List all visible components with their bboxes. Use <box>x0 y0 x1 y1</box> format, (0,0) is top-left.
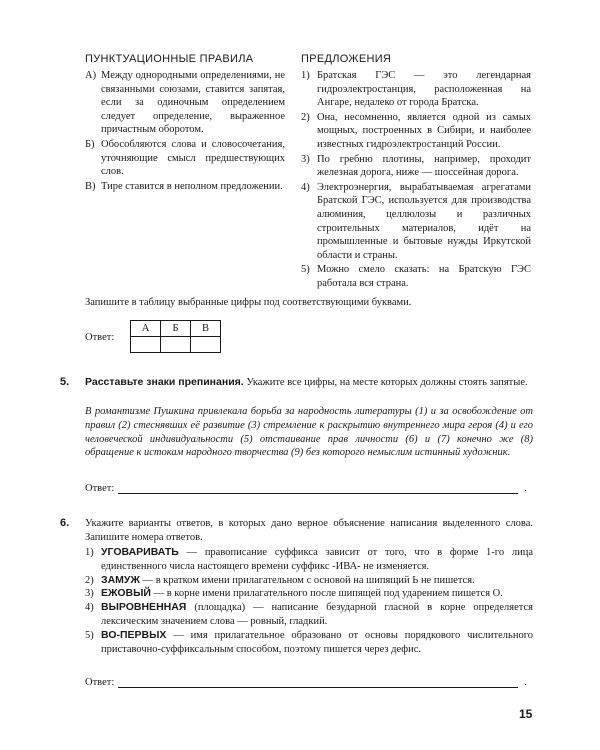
rule-item <box>85 69 285 137</box>
option-body <box>101 587 503 601</box>
answer-table-header: А <box>131 321 161 337</box>
option-text: — в кратком имени прилагательном с основой на шипящий Ь не пишется. <box>139 574 475 586</box>
rule-label: А) <box>85 70 97 81</box>
task5-number: 5. <box>60 376 70 388</box>
answer-table-label: Ответ: <box>85 332 115 343</box>
sentence-item <box>301 181 531 263</box>
sentence-item <box>301 153 531 180</box>
option-number: 2) <box>85 574 94 586</box>
option-number: 1) <box>85 547 94 558</box>
task6-number: 6. <box>60 517 70 529</box>
option-text: — имя прилагательное образовано от основы порядкового числительного приставочно-суффиксальным способом, поэтому пишется через дефис. <box>101 629 533 655</box>
sentence-text: Она, несомненно, является одной из самых мощных, построенных в Сибири, и наиболее известных гидроэлектростанций России. <box>317 111 531 150</box>
table-instruction: Запишите в таблицу выбранные цифры под соответствующими буквами. <box>85 297 412 308</box>
sentence-text: Можно смело сказать: на Братскую ГЭС работала вся страна. <box>317 264 531 289</box>
task5-answer-label: Ответ: <box>85 483 115 494</box>
task5-answer-field[interactable] <box>118 482 518 494</box>
sentence-label: 3) <box>301 153 310 165</box>
rule-label: Б) <box>85 138 95 150</box>
punctuation-rules-list <box>85 69 285 194</box>
task5-prompt-bold: Расставьте знаки препинания. <box>85 376 244 388</box>
task6-option <box>85 601 533 629</box>
task6-option <box>85 574 533 588</box>
answer-table <box>130 320 221 353</box>
task5-prompt <box>85 376 533 390</box>
task6-option <box>85 629 533 657</box>
task6-prompt: Укажите варианты ответов, в которых дано верное объяснение написания выделенного слова. Запишите номера ответов. <box>85 518 533 543</box>
answer-cell-v[interactable] <box>191 337 221 353</box>
sentences-list <box>301 69 531 292</box>
sentence-item <box>301 263 531 290</box>
sentence-text: Электроэнергия, вырабатываемая агрегатами Братской ГЭС, используется для производства алюминия, целлюлозы и различных строительных материалов, идёт на промышленные и бытовые нужды Иркутской области и страны. <box>317 181 531 261</box>
answer-table-header: В <box>191 321 221 337</box>
sentence-label: 4) <box>301 181 310 193</box>
sentence-item <box>301 111 531 152</box>
task5-sentence: В романтизме Пушкина привлекала борьба за народность литературы (1) и за освобождение от правил (2) стеснявших её развитие (3) стремление к раскрытию внутреннего мира героя (4) и его человеческой индивидуальности (5) отстаивание прав личности (6) и (7) конечно же (8) обращение к истокам народного творчества (9) без которого немыслим истинный художник. <box>85 406 533 459</box>
sentence-text: По гребню плотины, например, проходит железная дорога, ниже — шоссейная дорога. <box>317 153 531 179</box>
left-column-title: ПУНКТУАЦИОННЫЕ ПРАВИЛА <box>85 53 254 65</box>
option-word: ВО-ПЕРВЫХ <box>101 628 167 641</box>
sentence-text: Братская ГЭС — это легендарная гидроэлектростанция, расположенная на Ангаре, недалеко от города Братска. <box>317 70 531 109</box>
task5-answer-end: . <box>524 483 527 494</box>
task6-answer-end: . <box>524 677 527 688</box>
task6-answer-line <box>85 676 527 688</box>
sentence-label: 1) <box>301 70 310 81</box>
rule-text: Между однородными определениями, не связанными союзами, ставится запятая, если за одиночным определением следует определение, выраженное причастным оборотом. <box>101 70 285 136</box>
option-body <box>101 574 475 588</box>
rule-text: Тире ставится в неполном предложении. <box>101 180 283 192</box>
task6-option <box>85 546 533 574</box>
sentence-label: 2) <box>301 111 310 123</box>
option-word: ВЫРОВНЕННАЯ <box>101 601 187 614</box>
rule-label: В) <box>85 180 96 192</box>
option-text: — правописание суффикса зависит от того, что в форме 1-го лица единственного числа настоящего времени суффикс -ИВА- не изменяется. <box>101 547 533 572</box>
sentence-item <box>301 69 531 110</box>
answer-table-header: Б <box>161 321 191 337</box>
task5-prompt-rest: Укажите все цифры, на месте которых должны стоять запятые. <box>246 377 528 388</box>
option-text: (площадка) — написание безударной гласной в корне определяется лексическим значением слова — ровный, гладкий. <box>101 602 533 627</box>
option-number: 4) <box>85 602 94 614</box>
right-column-title: ПРЕДЛОЖЕНИЯ <box>301 53 392 65</box>
option-body <box>101 629 533 657</box>
option-number: 5) <box>85 629 94 641</box>
option-word: ЗАМУЖ <box>101 573 140 586</box>
answer-cell-a[interactable] <box>131 337 161 353</box>
option-number: 3) <box>85 588 94 600</box>
option-body <box>101 601 533 629</box>
option-word: УГОВАРИВАТЬ <box>101 546 179 558</box>
task5-answer-line <box>85 482 527 494</box>
rule-text: Обособляются слова и словосочетания, уточняющие смысл предшествующих слов. <box>101 138 285 178</box>
rule-item <box>85 138 285 179</box>
task6-option <box>85 587 533 601</box>
task6-answer-field[interactable] <box>118 676 518 688</box>
page-number: 15 <box>519 707 533 721</box>
option-body <box>101 546 533 574</box>
rule-item <box>85 180 285 194</box>
option-text: — в корне имени прилагательного после шипящей под ударением пишется О. <box>150 588 503 600</box>
task6-options <box>85 546 533 656</box>
answer-cell-b[interactable] <box>161 337 191 353</box>
task6-answer-label: Ответ: <box>85 677 115 688</box>
sentence-label: 5) <box>301 264 310 276</box>
option-word: ЕЖОВЫЙ <box>101 587 151 600</box>
